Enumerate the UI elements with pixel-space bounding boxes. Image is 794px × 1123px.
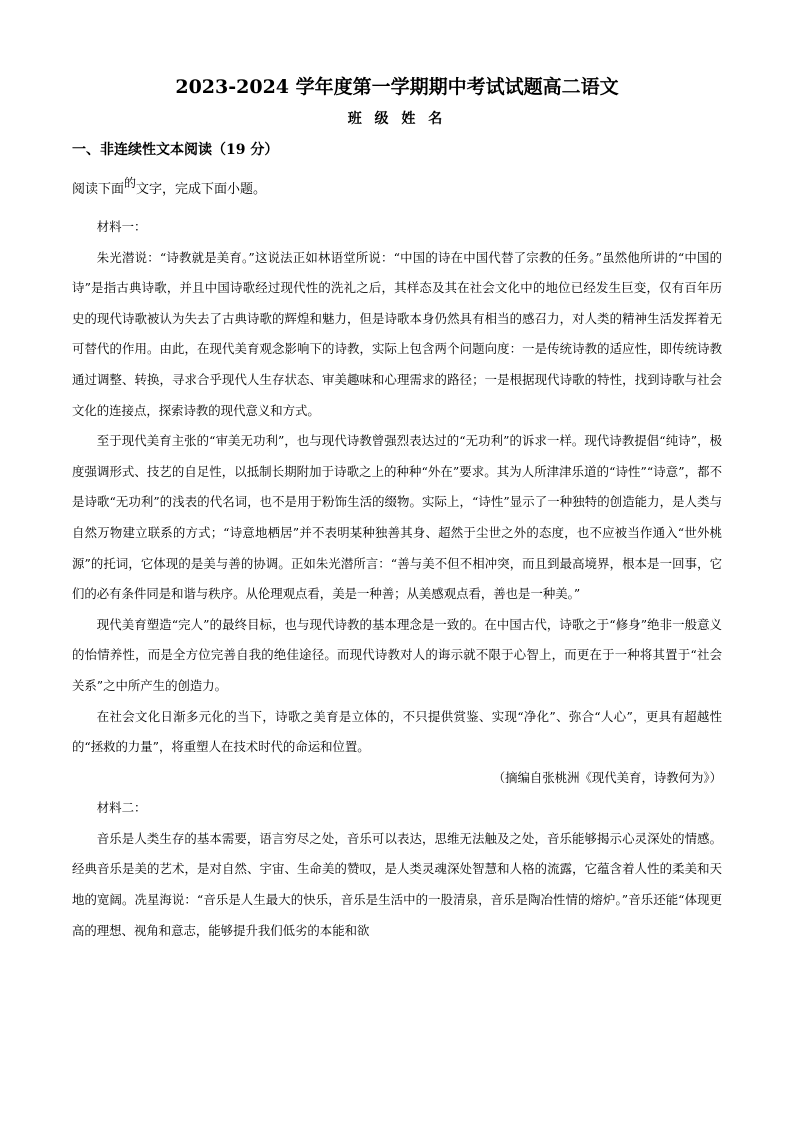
material-one-source: （摘编自张桃洲《现代美育，诗教何为》） <box>492 769 722 785</box>
material-one-paragraph-3: 现代美育塑造“完人”的最终目标，也与现代诗教的基本理念是一致的。在中国古代，诗歌之于“修身”绝非一般意义的怡情养性，而是全方位完善自我的绝佳途径。而现代诗教对人的诲示就不限于心智上，而更在于一种将其置于“社会关系”之中所产生的创造力。 <box>72 616 722 693</box>
section-heading: 一、非连续性文本阅读（19 分） <box>72 142 279 158</box>
reading-body <box>72 212 722 946</box>
material-one-paragraph-1: 朱光潜说：“诗教就是美育。”这说法正如林语堂所说：“中国的诗在中国代替了宗教的任务。”虽然他所讲的“中国的诗”是指古典诗歌，并且中国诗歌经过现代性的洗礼之后，其样态及其在社会文化中的地位已经发生巨变，仅有百年历史的现代诗歌被认为失去了古典诗歌的辉煌和魅力，但是诗歌本身仍然具有相当的感召力，对人类的精神生活发挥着无可替代的作用。由此，在现代美育观念影响下的诗教，实际上包含两个问题向度：一是传统诗教的适应性，即传统诗教通过调整、转换，寻求合乎现代人生存状态、审美趣味和心理需求的路径；一是根据现代诗歌的特性，找到诗歌与社会文化的连接点，探索诗教的现代意义和方式。 <box>72 249 722 418</box>
instruction-post: 文字，完成下面小题。 <box>136 182 267 197</box>
reading-instruction <box>72 178 266 197</box>
material-one-paragraph-2: 至于现代美育主张的“审美无功利”，也与现代诗教曾强烈表达过的“无功利”的诉求一样。现代诗教提倡“纯诗”，极度强调形式、技艺的自足性，以抵制长期附加于诗歌之上的种种“外在”要求。其为人所津津乐道的“诗性”“诗意”，都不是诗歌“无功利”的浅表的代名词，也不是用于粉饰生活的缀物。实际上，“诗性”显示了一种独特的创造能力，是人类与自然万物建立联系的方式；“诗意地栖居”并不表明某种独善其身、超然于尘世之外的态度，也不应被当作通入“世外桃源”的托词，它体现的是美与善的协调。正如朱光潜所言：“善与美不但不相冲突，而且到最高境界，根本是一回事，它们的必有条件同是和谐与秩序。从伦理观点看，美是一种善；从美感观点看，善也是一种美。” <box>72 433 722 602</box>
instruction-pre: 阅读下面 <box>72 182 125 197</box>
class-name-line: 班 级 姓 名 <box>347 111 447 127</box>
instruction-de: 的 <box>124 176 137 190</box>
material-one-label: 材料一： <box>96 219 147 234</box>
material-two-paragraph-1: 音乐是人类生存的基本需要，语言穷尽之处，音乐可以表达，思维无法触及之处，音乐能够揭示心灵深处的情感。经典音乐是美的艺术，是对自然、宇宙、生命美的赞叹，是人类灵魂深处智慧和人格的流露，它蕴含着人性的柔美和天地的宽阔。冼星海说：“音乐是人生最大的快乐，音乐是生活中的一股清泉，音乐是陶冶性情的熔炉。”音乐还能“体现更高的理想、视角和意志，能够提升我们低劣的本能和欲 <box>72 830 722 938</box>
material-two-label: 材料二： <box>96 800 147 816</box>
material-one-paragraph-4: 在社会文化日渐多元化的当下，诗歌之美育是立体的，不只提供赏鉴、实现“净化”、弥合“人心”，更具有超越性的“拯救的力量”，将重塑人在技术时代的命运和位置。 <box>72 708 722 755</box>
exam-title: 2023-2024 学年度第一学期期中考试试题高二语文 <box>175 76 619 98</box>
